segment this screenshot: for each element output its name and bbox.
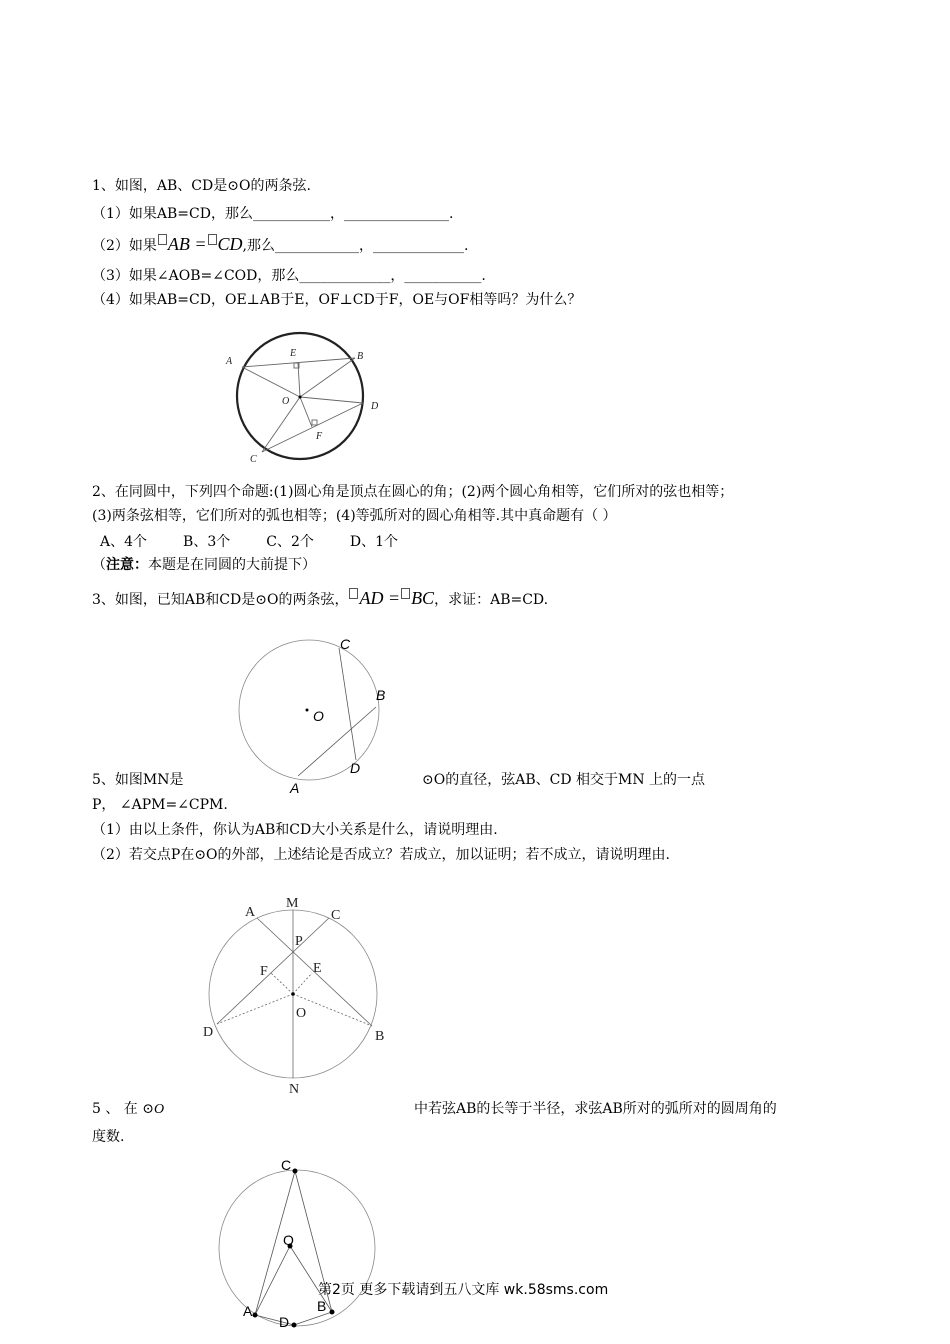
q1-equals: = <box>194 234 207 254</box>
q2-option-d: D、1个 <box>349 534 398 550</box>
q5b-line1-right: 中若弦AB的长等于半径，求弦AB所对的弧所对的圆周角的 <box>414 1101 777 1117</box>
label-a: A <box>226 356 233 367</box>
q1-part2-prefix: （2）如果 <box>92 238 157 254</box>
q2-note-bold: 注意： <box>106 557 148 573</box>
label-d: D <box>279 1314 290 1330</box>
label-b: B <box>357 351 364 362</box>
q5a-line1-left: 5、如图MN是 <box>92 772 184 788</box>
chord-cd <box>339 648 356 760</box>
q1-part4: （4）如果AB=CD，OE⊥AB于E，OF⊥CD于F，OE与OF相等吗？为什么？ <box>92 292 582 308</box>
q1-part2 <box>92 234 468 256</box>
q3-figure <box>230 630 400 800</box>
q5a-line2: P， ∠APM=∠CPM. <box>92 797 228 813</box>
q3-equals: = <box>387 588 401 608</box>
q2-option-a: A、4个 <box>100 534 148 550</box>
right-angle-f <box>312 420 317 425</box>
q1-part3: （3）如果∠AOB=∠COD，那么_____________，___________. <box>92 268 486 284</box>
segment-od <box>217 994 293 1024</box>
point-d <box>292 1323 297 1328</box>
label-o: O <box>283 1232 294 1248</box>
segment-oe <box>293 973 312 994</box>
segment-of <box>300 397 312 427</box>
q5b-line1-left <box>92 1099 164 1120</box>
q2-line1: 2、在同圆中，下列四个命题:(1)圆心角是顶点在圆心的角；(2)两个圆心角相等，它们所对的弦也相等； <box>92 484 734 500</box>
label-c: C <box>340 636 351 652</box>
q2-line2: (3)两条弦相等，它们所对的弧也相等；(4)等弧所对的圆心角相等.其中真命题有（ ） <box>92 508 617 524</box>
q5a-part1: （1）由以上条件，你认为AB和CD大小关系是什么，请说明理由. <box>92 822 498 838</box>
arc-icon <box>158 234 167 245</box>
label-d: D <box>203 1025 214 1040</box>
q3-statement <box>92 588 548 610</box>
label-c: C <box>331 908 341 923</box>
label-c: C <box>281 1157 292 1173</box>
radius-oc <box>262 397 300 452</box>
q3-arc-bc: BC <box>411 588 435 608</box>
q1-arc-ab: AB <box>167 234 190 254</box>
label-a: A <box>245 905 256 920</box>
q1-part2-suffix: ,那么____________，_____________. <box>242 238 469 254</box>
label-e: E <box>290 348 297 359</box>
label-p: P <box>295 934 303 949</box>
q1-title: 1、如图，AB、CD是⊙O的两条弦. <box>92 178 311 194</box>
label-a: A <box>243 1303 253 1319</box>
chord-cd <box>262 403 363 452</box>
q2-note-rest: 本题是在同圆的大前提下） <box>148 557 316 573</box>
q2-note-open: （ <box>92 557 106 573</box>
arc-icon <box>349 588 358 599</box>
q5a-figure <box>195 890 395 1100</box>
q2-option-b: B、3个 <box>183 534 231 550</box>
q5b-line2: 度数. <box>92 1129 125 1145</box>
point-a <box>253 1313 258 1318</box>
label-o: O <box>282 396 290 407</box>
q5a-part2: （2）若交点P在⊙O的外部，上述结论是否成立？若成立，加以证明；若不成立，请说明理由. <box>92 847 670 863</box>
label-b: B <box>375 1029 385 1044</box>
label-a: A <box>290 780 300 796</box>
label-d: D <box>371 401 379 412</box>
q5b-o: O <box>154 1102 165 1117</box>
label-n: N <box>289 1082 300 1097</box>
label-e: E <box>313 961 322 976</box>
label-o: O <box>313 708 324 724</box>
q1-arc-cd: CD <box>217 234 243 254</box>
point-c <box>293 1169 298 1174</box>
label-b: B <box>317 1298 327 1314</box>
q5b-figure <box>205 1150 385 1340</box>
label-c: C <box>250 454 257 465</box>
label-m: M <box>286 896 299 911</box>
radius-oa <box>242 367 300 397</box>
center-dot <box>306 709 309 712</box>
arc-icon <box>401 588 410 599</box>
center-dot <box>299 396 302 399</box>
label-b: B <box>376 687 386 703</box>
q1-part1: （1）如果AB=CD，那么___________，_______________. <box>92 206 454 222</box>
q2-option-c: C、2个 <box>266 534 314 550</box>
label-f: F <box>316 431 323 442</box>
page-footer: 第2页 更多下载请到五八文库 wk.58sms.com <box>318 1282 609 1298</box>
q2-note <box>92 555 316 575</box>
q5a-line1-right: ⊙O的直径，弦AB、CD 相交于MN 上的一点 <box>422 772 706 788</box>
label-f: F <box>260 964 268 979</box>
q3-arc-ad: AD <box>359 588 384 608</box>
radius-od <box>300 397 363 403</box>
radius-ob <box>300 358 355 397</box>
q3-circle <box>239 640 379 780</box>
arc-icon <box>208 234 217 245</box>
q1-figure <box>215 325 385 470</box>
q3-suffix: ，求证：AB=CD. <box>434 592 549 608</box>
q3-prefix: 3、如图，已知AB和CD是⊙O的两条弦， <box>92 592 349 608</box>
q5b-prefix: 5 、 在 ⊙ <box>92 1101 154 1117</box>
point-b <box>330 1310 335 1315</box>
label-o: O <box>296 1006 307 1021</box>
segment-oa <box>255 1246 290 1315</box>
q2-options <box>100 532 398 552</box>
label-d: D <box>350 760 361 776</box>
center-dot <box>291 992 295 996</box>
chord-ab <box>298 707 376 776</box>
segment-of <box>271 973 293 994</box>
